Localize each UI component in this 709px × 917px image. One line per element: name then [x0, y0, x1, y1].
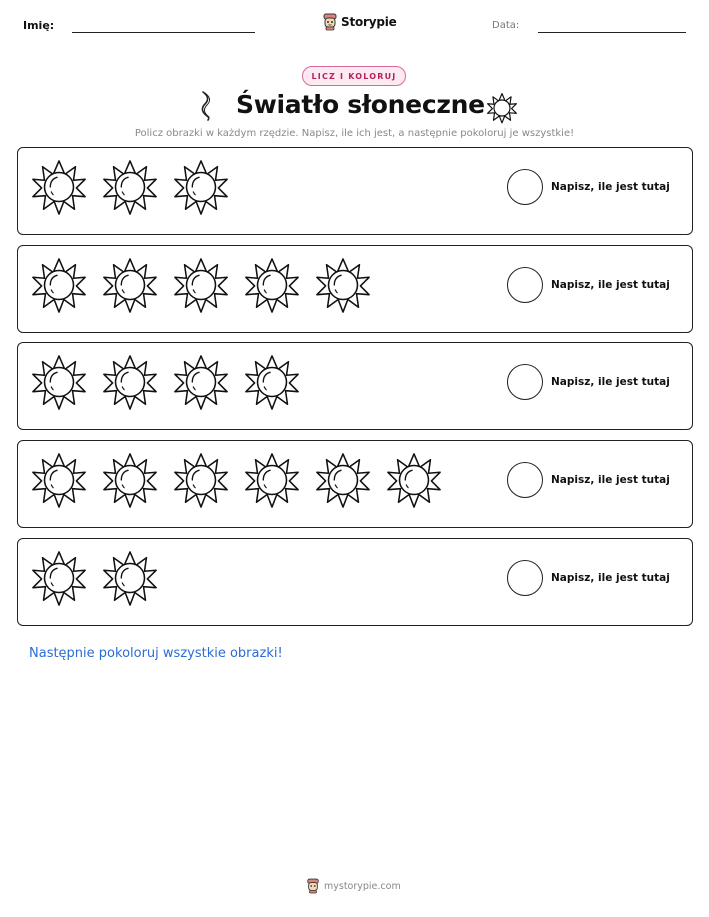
sun-icon[interactable]	[172, 158, 230, 216]
counting-rows	[17, 147, 693, 635]
counting-row	[17, 342, 693, 430]
brand-logo	[322, 12, 397, 32]
picture-group	[30, 256, 372, 314]
sun-icon[interactable]	[243, 353, 301, 411]
storypie-mascot-icon	[322, 13, 338, 31]
counting-row	[17, 245, 693, 333]
sun-icon[interactable]	[30, 353, 88, 411]
answer-circle[interactable]	[507, 267, 543, 303]
sun-icon[interactable]	[30, 549, 88, 607]
activity-badge: LICZ I KOLORUJ	[302, 66, 406, 86]
date-write-line[interactable]	[538, 32, 686, 33]
answer-circle[interactable]	[507, 169, 543, 205]
worksheet-header	[0, 0, 709, 50]
counting-row	[17, 147, 693, 235]
footer-instruction: Następnie pokoloruj wszystkie obrazki!	[29, 646, 283, 661]
sun-icon[interactable]	[101, 549, 159, 607]
answer-label: Napisz, ile jest tutaj	[551, 181, 670, 193]
picture-group	[30, 158, 230, 216]
sun-icon	[486, 92, 518, 124]
title-row	[0, 88, 709, 128]
squiggle-icon	[196, 90, 218, 122]
picture-group	[30, 451, 443, 509]
sun-icon[interactable]	[314, 256, 372, 314]
answer-label: Napisz, ile jest tutaj	[551, 571, 670, 584]
answer-label: Napisz, ile jest tutaj	[551, 278, 670, 291]
sun-icon[interactable]	[243, 256, 301, 314]
name-label: Imię:	[23, 19, 55, 32]
sun-icon[interactable]	[172, 353, 230, 411]
counting-row	[17, 538, 693, 626]
sun-icon[interactable]	[101, 451, 159, 509]
footer-brand	[306, 878, 401, 894]
instructions-text: Policz obrazki w każdym rzędzie. Napisz, ile ich jest, a następnie pokoloruj je wszystkie!	[134, 128, 575, 139]
brand-name: Storypie	[341, 15, 397, 29]
date-label: Data:	[492, 20, 520, 31]
sun-icon[interactable]	[101, 158, 159, 216]
sun-icon[interactable]	[30, 158, 88, 216]
answer-label: Napisz, ile jest tutaj	[551, 474, 670, 487]
answer-circle[interactable]	[507, 462, 543, 498]
sun-icon[interactable]	[314, 451, 372, 509]
picture-group	[30, 549, 159, 607]
answer-circle[interactable]	[507, 364, 543, 400]
answer-label: Napisz, ile jest tutaj	[551, 376, 670, 389]
storypie-mascot-icon	[306, 878, 320, 894]
sun-icon[interactable]	[243, 451, 301, 509]
sun-icon[interactable]	[101, 353, 159, 411]
page-title: Światło słoneczne	[236, 90, 485, 119]
sun-icon[interactable]	[172, 451, 230, 509]
footer-url: mystorypie.com	[324, 880, 401, 892]
picture-group	[30, 353, 301, 411]
sun-icon[interactable]	[385, 451, 443, 509]
sun-icon[interactable]	[101, 256, 159, 314]
counting-row	[17, 440, 693, 528]
sun-icon[interactable]	[172, 256, 230, 314]
name-write-line[interactable]	[72, 32, 255, 33]
answer-circle[interactable]	[507, 560, 543, 596]
sun-icon[interactable]	[30, 451, 88, 509]
sun-icon[interactable]	[30, 256, 88, 314]
